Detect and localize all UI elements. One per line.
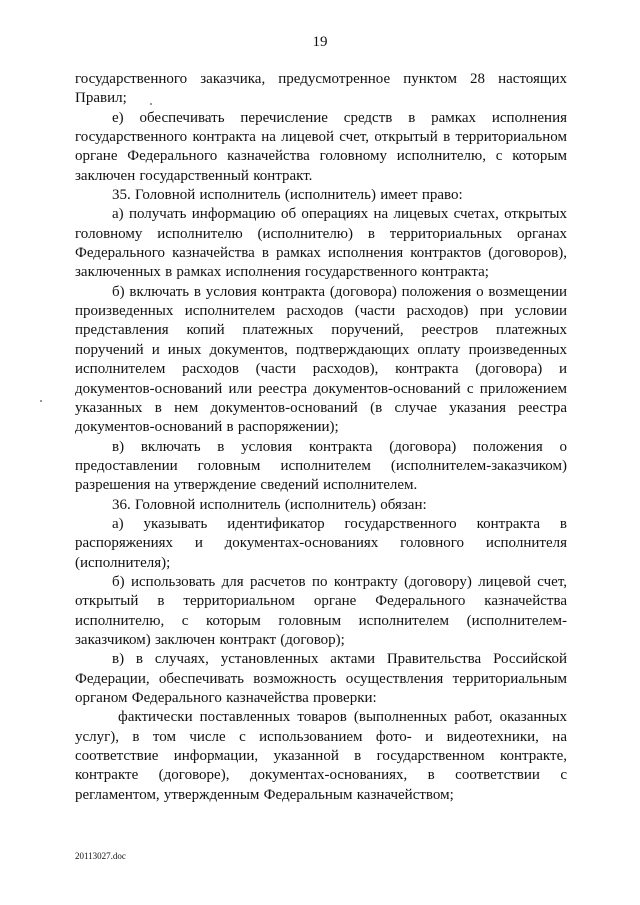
paragraph-36-item-a: а) указывать идентификатор государственного контракта в распоряжениях и документах-основаниях головного исполнителя (исполнителя); — [75, 515, 567, 571]
paragraph-35-item-b: б) включать в условия контракта (договора) положения о возмещении произведенных исполнителем расходов (части расходов) при условии представления копий платежных поручений, реестров платежных поручений и иных документов, подтверждающих оплату произведенных исполнителем расходов (части расходов), контракта (договора) и документов-оснований или реестра документов-оснований с приложением указанных в нем документов-оснований (в случае указания реестра документов-оснований в распоряжении); — [75, 283, 567, 436]
paragraph-item-e: е) обеспечивать перечисление средств в рамках исполнения государственного контракта на лицевой счет, открытый в территориальном органе Федерального казначейства головному исполнителю, с которым заключен государственный контракт. — [75, 109, 567, 184]
scan-speck — [150, 103, 152, 105]
paragraph-section-36-heading: 36. Головной исполнитель (исполнитель) обязан: — [112, 496, 427, 513]
paragraph-continuation: государственного заказчика, предусмотренное пунктом 28 настоящих Правил; — [75, 71, 567, 107]
document-footer-filename: 20113027.doc — [75, 851, 126, 861]
paragraph-36-v-subitem: фактически поставленных товаров (выполненных работ, оказанных услуг), в том числе с использованием фото- и видеотехники, на соответствие информации, указанной в государственном контракте, контракте (договоре), документах-основаниях, в соответствии с регламентом, утвержденным Федеральным казначейством; — [75, 709, 567, 803]
document-body — [75, 70, 567, 805]
paragraph-35-item-a: а) получать информацию об операциях на лицевых счетах, открытых головному исполнителю (исполнителю) в территориальных органах Федерального казначейства в рамках исполнения контрактов (договоров), заключенных в рамках исполнения государственного контракта; — [75, 206, 567, 281]
paragraph-35-item-v: в) включать в условия контракта (договора) положения о предоставлении головным исполнителем (исполнителем-заказчиком) разрешения на утверждение сведений исполнителем. — [75, 438, 567, 494]
paragraph-36-item-b: б) использовать для расчетов по контракту (договору) лицевой счет, открытый в территориальном органе Федерального казначейства исполнителю, с которым головным исполнителем (исполнителем-заказчиком) заключен контракт (договор); — [75, 573, 567, 648]
scan-speck — [40, 400, 42, 402]
paragraph-36-item-v: в) в случаях, установленных актами Правительства Российской Федерации, обеспечивать возможность осуществления территориальным органом Федерального казначейства проверки: — [75, 651, 567, 706]
paragraph-section-35-heading: 35. Головной исполнитель (исполнитель) имеет право: — [112, 187, 463, 204]
page-number: 19 — [312, 34, 328, 50]
